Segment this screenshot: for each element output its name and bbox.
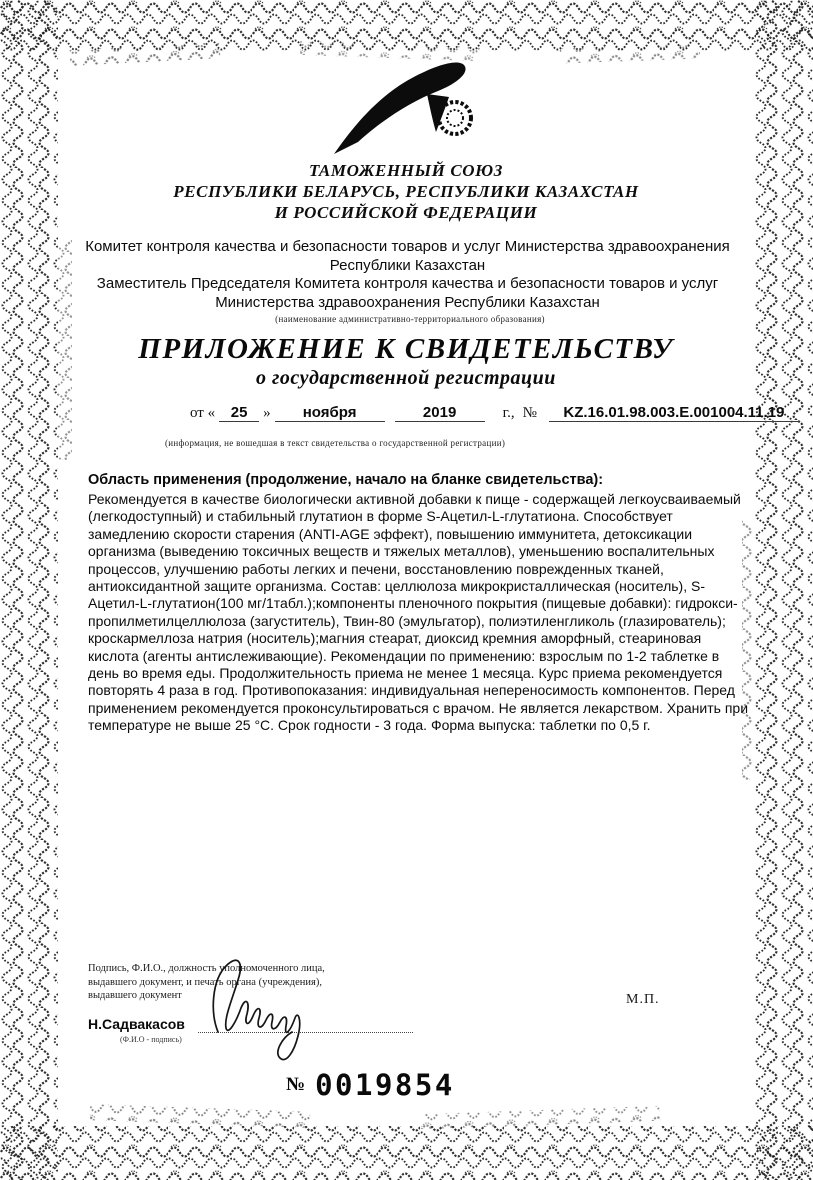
customs-union-bird-logo bbox=[330, 56, 485, 156]
union-title-line-2: РЕСПУБЛИКИ БЕЛАРУСЬ, РЕСПУБЛИКИ КАЗАХСТАН bbox=[173, 182, 639, 201]
body-text: Рекомендуется в качестве биологически активной добавки к пище - содержащей легкоусваиваемый (легкодоступный) и стабильный глутатион в форме S-Ацетил-L-глутатиона. Способствует замедлению скорости старения (ANTI-AGE эффект), повышению иммунитета, детоксикации организма (выведению токсичных веществ и тяжелых металлов), уменьшению воспалительных процессов, улучшению работы легких и печени, восстановлению поврежденных тканей, антиоксидантной защите организма. Состав: целлюлоза микрокристаллическая (носитель), S-Ацетил-L-глутатион(100 мг/1табл.);компоненты пленочного покрытия (пищевые добавки): гидрокси-пропилметилцеллюлоза (загуститель), Твин-80 (эмульгатор), полиэтиленгликоль (глазирователь); кроскармеллоза натрия (носитель);магния стеарат, диоксид кремния аморфный, стеариновая кислота (агенты антислеживающие). Рекомендации по применению: взрослым по 1-2 таблетке в день во время еды. Продолжительность приема не менее 1 месяца. Курс приема рекомендуется повторять 4 раза в год. Противопоказания: индивидуальная непереносимость компонентов. Перед применением рекомендуется проконсультироваться с врачом. Не является лекарством. Хранить при температуре не выше 25 °С. Срок годности - 3 года. Форма выпуска: таблетки по 0,5 г. bbox=[88, 491, 749, 734]
issuer-committee: Комитет контроля качества и безопасности товаров и услуг Министерства здравоохранения Республики Казахстан bbox=[85, 238, 730, 274]
date-number-row bbox=[186, 404, 799, 422]
union-title-line-3: И РОССИЙСКОЙ ФЕДЕРАЦИИ bbox=[274, 203, 538, 222]
date-prefix: от « bbox=[190, 405, 216, 421]
issuer-official: Заместитель Председателя Комитета контроля качества и безопасности товаров и услуг Министерства здравоохранения Республики Казахстан bbox=[96, 275, 719, 311]
union-title-line-1: ТАМОЖЕННЫЙ СОЮЗ bbox=[309, 161, 503, 180]
signatory-name: Н.Садвакасов bbox=[88, 1016, 185, 1032]
serial-number-block bbox=[286, 1068, 455, 1102]
document-subtitle: о государственной регистрации bbox=[256, 367, 556, 389]
date-month: ноября bbox=[275, 404, 385, 422]
signature-caption-line-1: Подпись, Ф.И.О., должность уполномоченного лица, bbox=[88, 963, 325, 974]
stamp-place-label: М.П. bbox=[626, 992, 660, 1007]
serial-number: 0019854 bbox=[315, 1068, 455, 1102]
info-caption: (информация, не вошедшая в текст свидетельства о государственной регистрации) bbox=[165, 438, 506, 448]
date-close-quote: » bbox=[263, 405, 271, 421]
document-title: ПРИЛОЖЕНИЕ К СВИДЕТЕЛЬСТВУ bbox=[138, 333, 674, 365]
number-label: № bbox=[522, 405, 537, 421]
territory-caption: (наименование административно-территориального образования) bbox=[275, 314, 545, 324]
body-heading: Область применения (продолжение, начало на бланке свидетельства): bbox=[88, 472, 604, 488]
date-year: 2019 bbox=[395, 404, 485, 422]
signature-caption-line-2: выдавшего документ, и печать органа (учреждения), bbox=[88, 976, 322, 988]
registration-number: KZ.16.01.98.003.Е.001004.11.19 bbox=[549, 404, 799, 422]
signature-hint: (Ф.И.О - подпись) bbox=[120, 1035, 182, 1044]
signature-caption-line-3: выдавшего документ bbox=[88, 990, 182, 1001]
date-day: 25 bbox=[219, 404, 259, 422]
serial-prefix: № bbox=[286, 1074, 306, 1095]
year-suffix: г., bbox=[502, 405, 515, 421]
signature-scribble bbox=[200, 952, 330, 1067]
